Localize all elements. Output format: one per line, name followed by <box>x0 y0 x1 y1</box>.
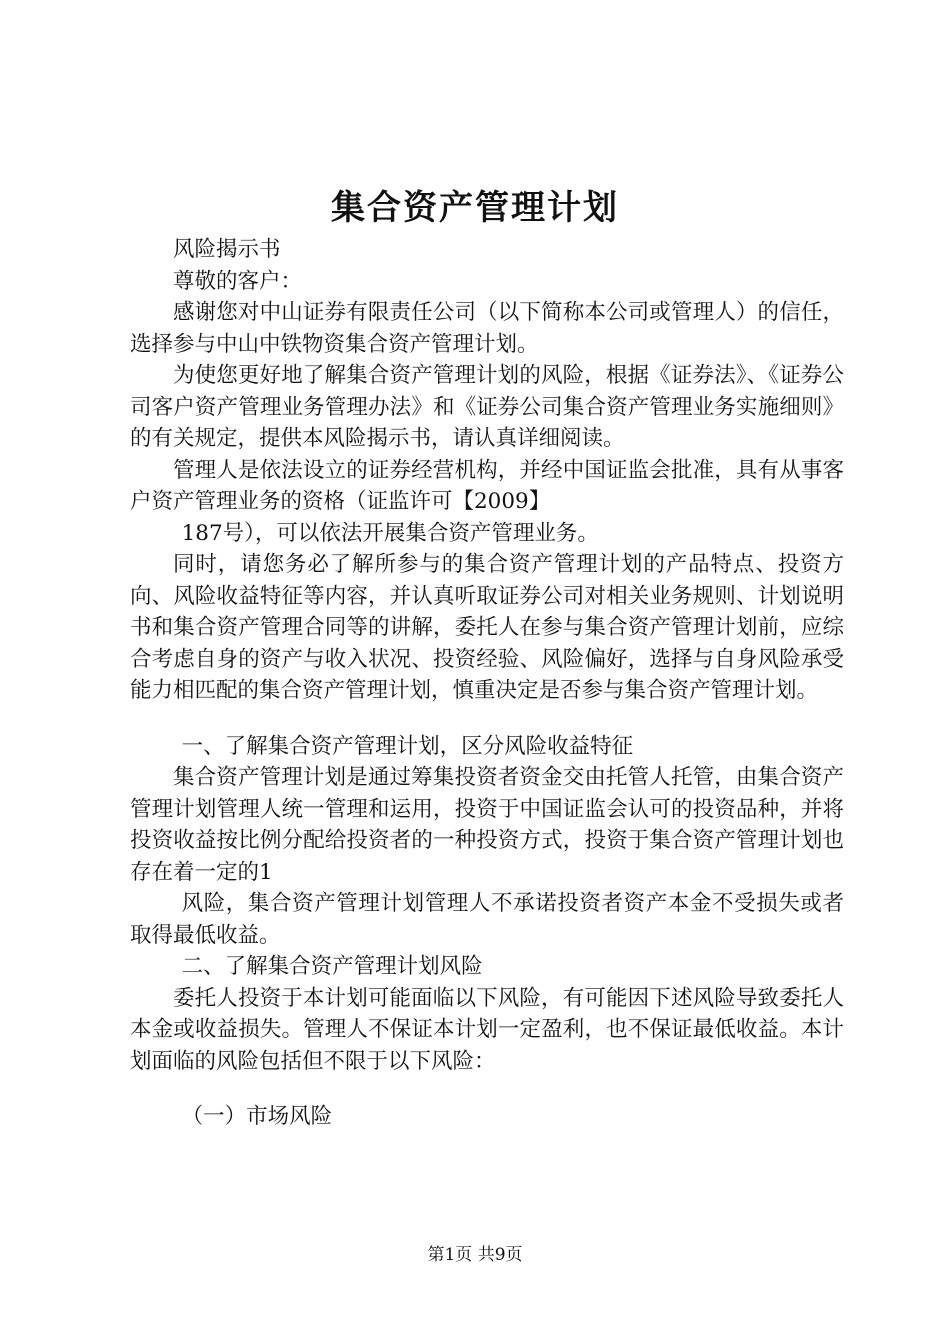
paragraph-plan-definition: 集合资产管理计划是通过筹集投资者资金交由托管人托管，由集合资产管理计划管理人统一管理和运用，投资于中国证监会认可的投资品种，并将投资收益按比例分配给投资者的一种投资方式，投资于集合资产管理计划也存在着一定的1 <box>130 765 844 885</box>
page-number-footer: 第1页 共9页 <box>427 1245 523 1265</box>
paragraph-manager-qualification: 管理人是依法设立的证券经营机构，并经中国证监会批准，具有从事客户资产管理业务的资格（证监许可【2009】 <box>130 457 844 514</box>
paragraph-purpose: 为使您更好地了解集合资产管理计划的风险，根据《证券法》、《证券公司客户资产管理业务管理办法》和《证券公司集合资产管理业务实施细则》的有关规定，提供本风险揭示书，请认真详细阅读。 <box>130 363 844 451</box>
section-heading-one: 一、了解集合资产管理计划，区分风险收益特征 <box>181 733 634 759</box>
paragraph-understand-product: 同时，请您务必了解所参与的集合资产管理计划的产品特点、投资方向、风险收益特征等内容，并认真听取证券公司对相关业务规则、计划说明书和集合资产管理合同等的讲解，委托人在参与集合资产管理计划前，应综合考虑自身的资产与收入状况、投资经验、风险偏好，选择与自身风险承受能力相匹配的集合资产管理计划，慎重决定是否参与集合资产管理计划。 <box>130 552 844 703</box>
paragraph-risk-intro: 委托人投资于本计划可能面临以下风险，有可能因下述风险导致委托人本金或收益损失。管理人不保证本计划一定盈利，也不保证最低收益。本计划面临的风险包括但不限于以下风险： <box>130 985 844 1074</box>
paragraph-license-continuation: 187号），可以依法开展集合资产管理业务。 <box>181 520 599 546</box>
paragraph-risk-disclosure-label: 风险揭示书 <box>173 237 281 262</box>
paragraph-salutation: 尊敬的客户： <box>173 268 303 294</box>
paragraph-plan-risk-continuation: 风险，集合资产管理计划管理人不承诺投资者资产本金不受损失或者取得最低收益。 <box>130 891 844 948</box>
subsection-heading-market-risk: （一）市场风险 <box>181 1104 333 1129</box>
document-body <box>130 234 844 1133</box>
document-title: 集合资产管理计划 <box>331 188 619 228</box>
paragraph-thanks: 感谢您对中山证券有限责任公司（以下简称本公司或管理人）的信任，选择参与中山中铁物资集合资产管理计划。 <box>130 300 844 357</box>
section-heading-two: 二、了解集合资产管理计划风险 <box>181 954 483 979</box>
